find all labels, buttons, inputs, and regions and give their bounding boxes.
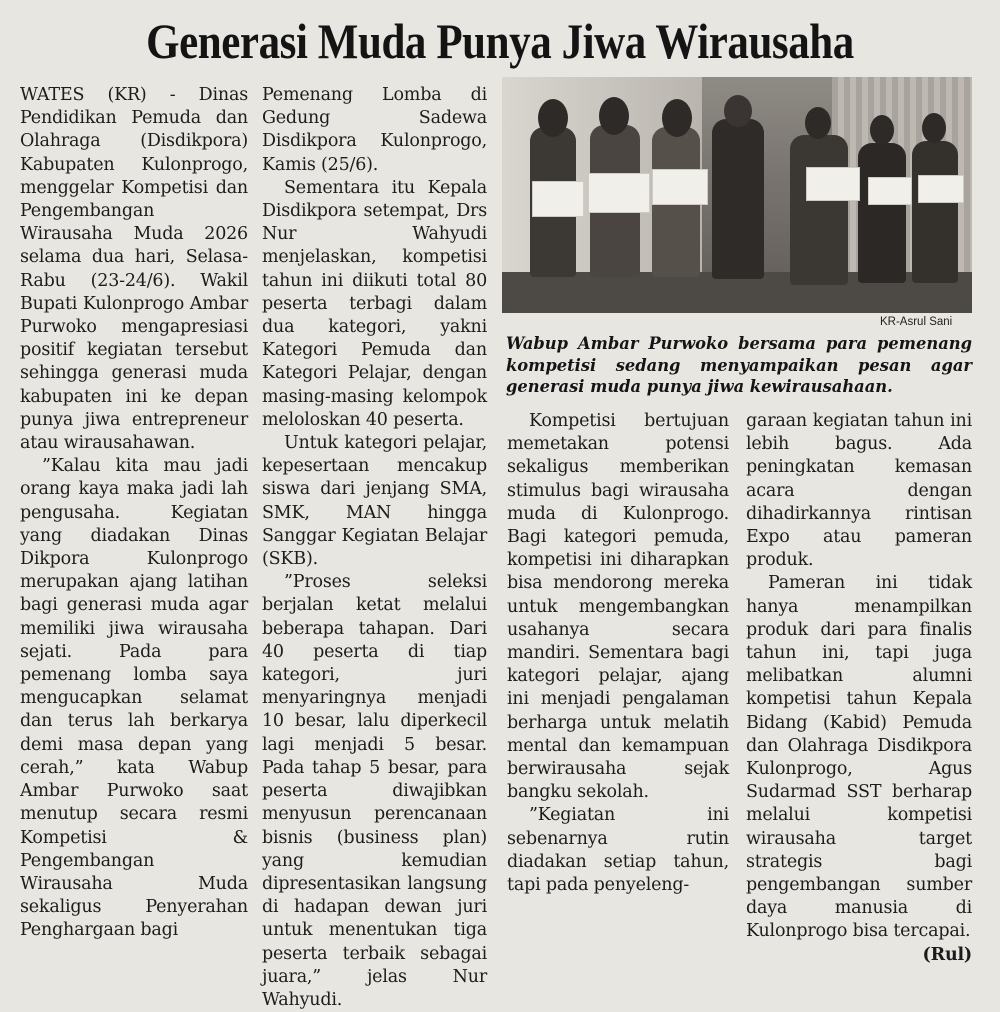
article-column-3	[507, 410, 729, 897]
photo-figure	[858, 143, 906, 283]
paragraph: garaan kegiatan tahun ini lebih bagus. Ada peningkatan kemasan acara dengan dihadirkannya rintisan Expo atau pameran produk.	[746, 411, 972, 571]
photo-caption: Wabup Ambar Purwoko bersama para pemenang kompetisi sedang menyampaikan pesan agar generasi muda punya jiwa kewirausahaan.	[506, 334, 972, 396]
certificate	[652, 169, 708, 205]
photo-credit: KR-Asrul Sani	[880, 316, 953, 328]
author-signature: (Rul)	[922, 944, 972, 965]
paragraph: ”Kegiatan ini sebenarnya rutin diadakan setiap tahun, tapi pada penyeleng-	[507, 805, 729, 896]
photo-figure-head	[805, 107, 831, 139]
paragraph	[746, 572, 972, 965]
certificate	[806, 167, 860, 201]
paragraph: Kompetisi bertujuan memetakan potensi sekaligus memberikan stimulus bagi wirausaha muda di Kulonprogo. Bagi kategori pemuda, kompetisi ini diharapkan bisa mendorong mereka untuk mengembangkan usahanya secara mandiri. Sementara bagi kategori pelajar, ajang ini menjadi pengalaman berharga untuk melatih mental dan kemampuan berwirausaha sejak bangku sekolah.	[507, 411, 729, 803]
paragraph: ”Kalau kita mau jadi orang kaya maka jadi lah pengusaha. Kegiatan yang diadakan Dinas Dikpora Kulonprogo merupakan ajang latihan bagi generasi muda agar memiliki jiwa wirausaha sejati. Pada para pemenang lomba saya mengucapkan selamat dan terus lah berkarya demi masa depan yang cerah,” kata Wabup Ambar Purwoko saat menutup secara resmi Kompetisi & Pengembangan Wirausaha Muda sekaligus Penyerahan Penghargaan bagi	[20, 456, 248, 941]
paragraph: Pemenang Lomba di Gedung Sadewa Disdikpora Kulonprogo, Kamis (25/6).	[262, 85, 487, 175]
photo-figure	[712, 119, 764, 279]
photo-figure-head	[724, 95, 752, 127]
paragraph: Untuk kategori pelajar, kepesertaan mencakup siswa dari jenjang SMA, SMK, MAN hingga Sanggar Kegiatan Belajar (SKB).	[262, 433, 487, 570]
article-column-1	[20, 84, 248, 943]
photo-figure	[790, 135, 848, 285]
photo-figure-head	[662, 99, 692, 137]
photo-figure-head	[870, 115, 894, 145]
photo-figure-head	[922, 113, 946, 143]
photo-figure-head	[538, 99, 568, 137]
article-column-4	[746, 410, 972, 967]
headline: Generasi Muda Punya Jiwa Wirausaha	[146, 13, 854, 69]
certificate	[868, 177, 912, 205]
paragraph: Sementara itu Kepala Disdikpora setempat, Drs Nur Wahyudi menjelaskan, kompetisi tahun ini diikuti total 80 peserta terbagi dalam dua kategori, yakni Kategori Pemuda dan Kategori Pelajar, dengan masing-masing kelompok meloloskan 40 peserta.	[262, 177, 487, 430]
photo-figure	[912, 141, 958, 283]
paragraph: ”Proses seleksi berjalan ketat melalui beberapa tahapan. Dari 40 peserta di tiap kategori, juri menyaringnya menjadi 10 besar, lalu diperkecil lagi menjadi 5 besar. Pada tahap 5 besar, para peserta diwajibkan menyusun perencanaan bisnis (business plan) yang kemudian dipresentasikan langsung di hadapan dewan juri untuk menentukan tiga peserta terbaik sebagai juara,” jelas Nur Wahyudi.	[262, 572, 487, 1010]
certificate	[532, 181, 584, 217]
article-column-2	[262, 84, 487, 1012]
paragraph: WATES (KR) - Dinas Pendidikan Pemuda dan Olahraga (Disdikpora) Kabupaten Kulonprogo, menggelar Kompetisi dan Pengembangan Wirausaha Muda 2026 selama dua hari, Selasa-Rabu (23-24/6). Wakil Bupati Kulonprogo Ambar Purwoko mengapresiasi positif kegiatan tersebut sehingga generasi muda kabupaten ini ke depan punya jiwa entrepreneur atau wirausahawan.	[20, 85, 248, 454]
paragraph-text: Pameran ini tidak hanya menampilkan produk dari para finalis tahun ini, tapi juga melibatkan alumni kompetisi tahun Kepala Bidang (Kabid) Pemuda dan Olahraga Disdikpora Kulonprogo, Agus Sudarmad SST berharap melalui kompetisi wirausaha target strategis bagi pengembangan sumber daya manusia di Kulonprogo bisa tercapai.	[746, 573, 972, 942]
certificate	[918, 175, 964, 203]
news-photo	[502, 77, 972, 313]
certificate	[588, 173, 650, 213]
photo-figure-head	[599, 97, 629, 135]
